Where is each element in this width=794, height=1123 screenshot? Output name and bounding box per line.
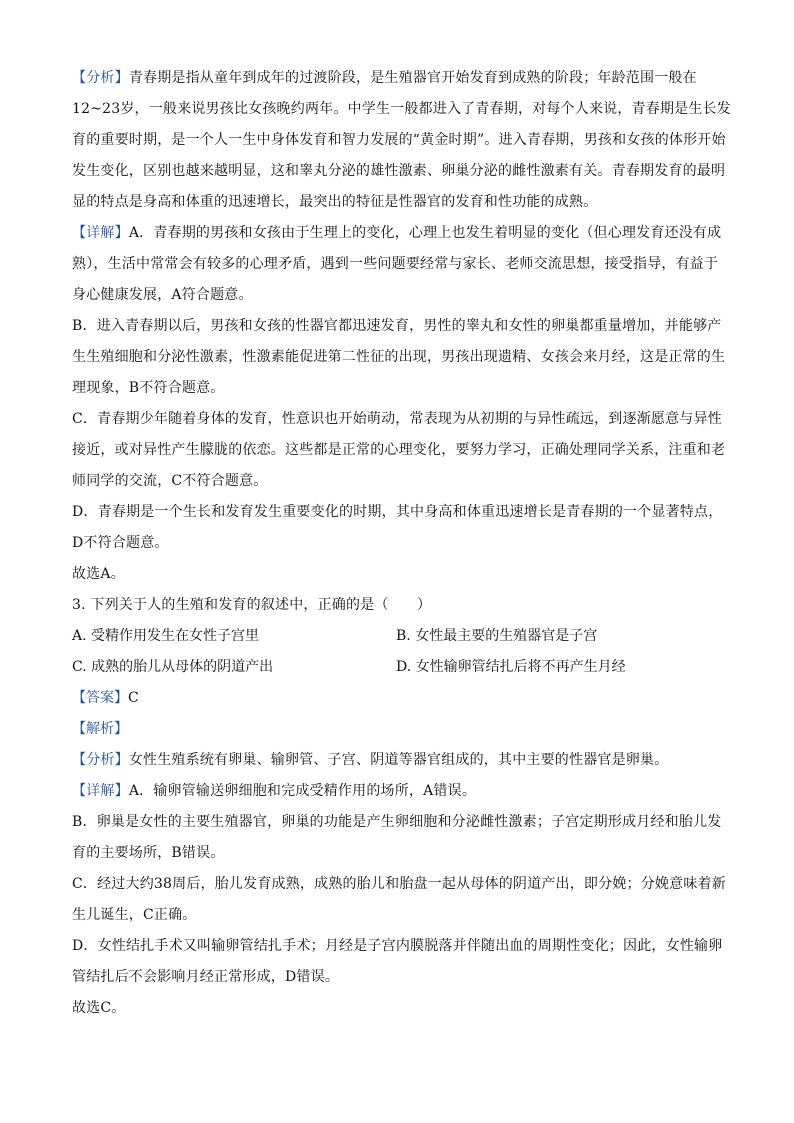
analysis-line: 育的重要时期，是一个人一生中身体发育和智力发展的“黄金时期”。进入青春期，男孩和女孩的体形开始	[72, 132, 726, 148]
conclusion-line: 故选C。	[72, 1000, 126, 1016]
detail-line: D．女性结扎手术又叫输卵管结扎手术；月经是子宫内膜脱落并伴随出血的周期性变化；因此，女性输卵	[72, 938, 723, 954]
option-c: C. 成熟的胎儿从母体的阴道产出	[72, 659, 274, 675]
detail-tag: 【详解】	[72, 225, 129, 241]
analysis-line	[72, 63, 727, 94]
detail-line: C．青春期少年随着身体的发育，性意识也开始萌动，常表现为从初期的与异性疏远，到逐渐愿意与异性	[72, 411, 722, 427]
option-d: D. 女性输卵管结扎后将不再产生月经	[396, 659, 626, 675]
answer-tag: 【答案】	[72, 690, 128, 706]
option-row	[72, 621, 727, 652]
detail-line: 生生殖细胞和分泌性激素，性激素能促进第二性征的出现，男孩出现遗精、女孩会来月经，这是正常的生	[72, 349, 726, 365]
analysis-line: 12~23岁，一般来说男孩比女孩晚约两年。中学生一般都进入了青春期，对每个人来说，青春期是生长发	[72, 101, 731, 117]
detail-line: 生儿诞生，C正确。	[72, 907, 197, 923]
detail-text: A．输卵管输送卵细胞和完成受精作用的场所，A错误。	[128, 783, 477, 799]
detail-line: 理现象，B不符合题意。	[72, 380, 225, 396]
detail-line: 接近，或对异性产生朦胧的依恋。这些都是正常的心理变化，要努力学习，正确处理同学关系，注重和老	[72, 442, 726, 458]
detail-line: C．经过大约38周后，胎儿发育成熟，成熟的胎儿和胎盘一起从母体的阴道产出，即分娩；分娩意味着新	[72, 876, 726, 892]
analysis-tag: 【分析】	[72, 70, 129, 86]
detail-text: A．青春期的男孩和女孩由于生理上的变化，心理上也发生着明显的变化（但心理发育还没有成	[128, 225, 722, 241]
detail-line: 育的主要场所，B错误。	[72, 845, 225, 861]
explain-tag: 【解析】	[72, 721, 128, 737]
answer-value: C	[128, 690, 139, 706]
analysis-tag: 【分析】	[72, 752, 129, 768]
detail-line: 身心健康发展，A符合题意。	[72, 287, 253, 303]
option-row	[72, 652, 727, 683]
option-b: B. 女性最主要的生殖器官是子宫	[396, 628, 598, 644]
detail-line: D不符合题意。	[72, 535, 169, 551]
detail-line	[72, 218, 727, 249]
detail-line: D．青春期是一个生长和发育发生重要变化的时期，其中身高和体重迅速增长是青春期的一个显著特点，	[72, 504, 723, 520]
analysis-text: 青春期是指从童年到成年的过渡阶段，是生殖器官开始发育到成熟的阶段；年龄范围一般在	[128, 70, 697, 86]
detail-line: 师同学的交流，C不符合题意。	[72, 473, 268, 489]
option-a: A. 受精作用发生在女性子宫里	[72, 628, 260, 644]
analysis-line: 显的特点是身高和体重的迅速增长，最突出的特征是性器官的发育和性功能的成熟。	[72, 194, 598, 210]
explain-line	[72, 714, 727, 745]
detail-tag: 【详解】	[72, 783, 129, 799]
detail-line: 熟），生活中常常会有较多的心理矛盾，遇到一些问题要经常与家长、老师交流思想，接受指导，有益于	[72, 256, 719, 272]
question-stem: 3. 下列关于人的生殖和发育的叙述中，正确的是（ ）	[72, 597, 432, 613]
answer-line	[72, 683, 727, 714]
detail-line: 管结扎后不会影响月经正常形成，D错误。	[72, 969, 340, 985]
analysis-line: 发生变化，区别也越来越明显，这和睾丸分泌的雄性激素、卵巢分泌的雌性激素有关。青春期发育的最明	[72, 163, 726, 179]
detail-line: B．进入青春期以后，男孩和女孩的性器官都迅速发育，男性的睾丸和女性的卵巢都重量增加，并能够产	[72, 318, 722, 334]
detail-line: B．卵巢是女性的主要生殖器官，卵巢的功能是产生卵细胞和分泌雌性激素；子宫定期形成月经和胎儿发	[72, 814, 722, 830]
document-page	[72, 63, 731, 1024]
conclusion-line: 故选A。	[72, 566, 125, 582]
detail-line	[72, 776, 727, 807]
analysis-line	[72, 745, 727, 776]
analysis-text: 女性生殖系统有卵巢、输卵管、子宫、阴道等器官组成的，其中主要的性器官是卵巢。	[128, 752, 669, 768]
